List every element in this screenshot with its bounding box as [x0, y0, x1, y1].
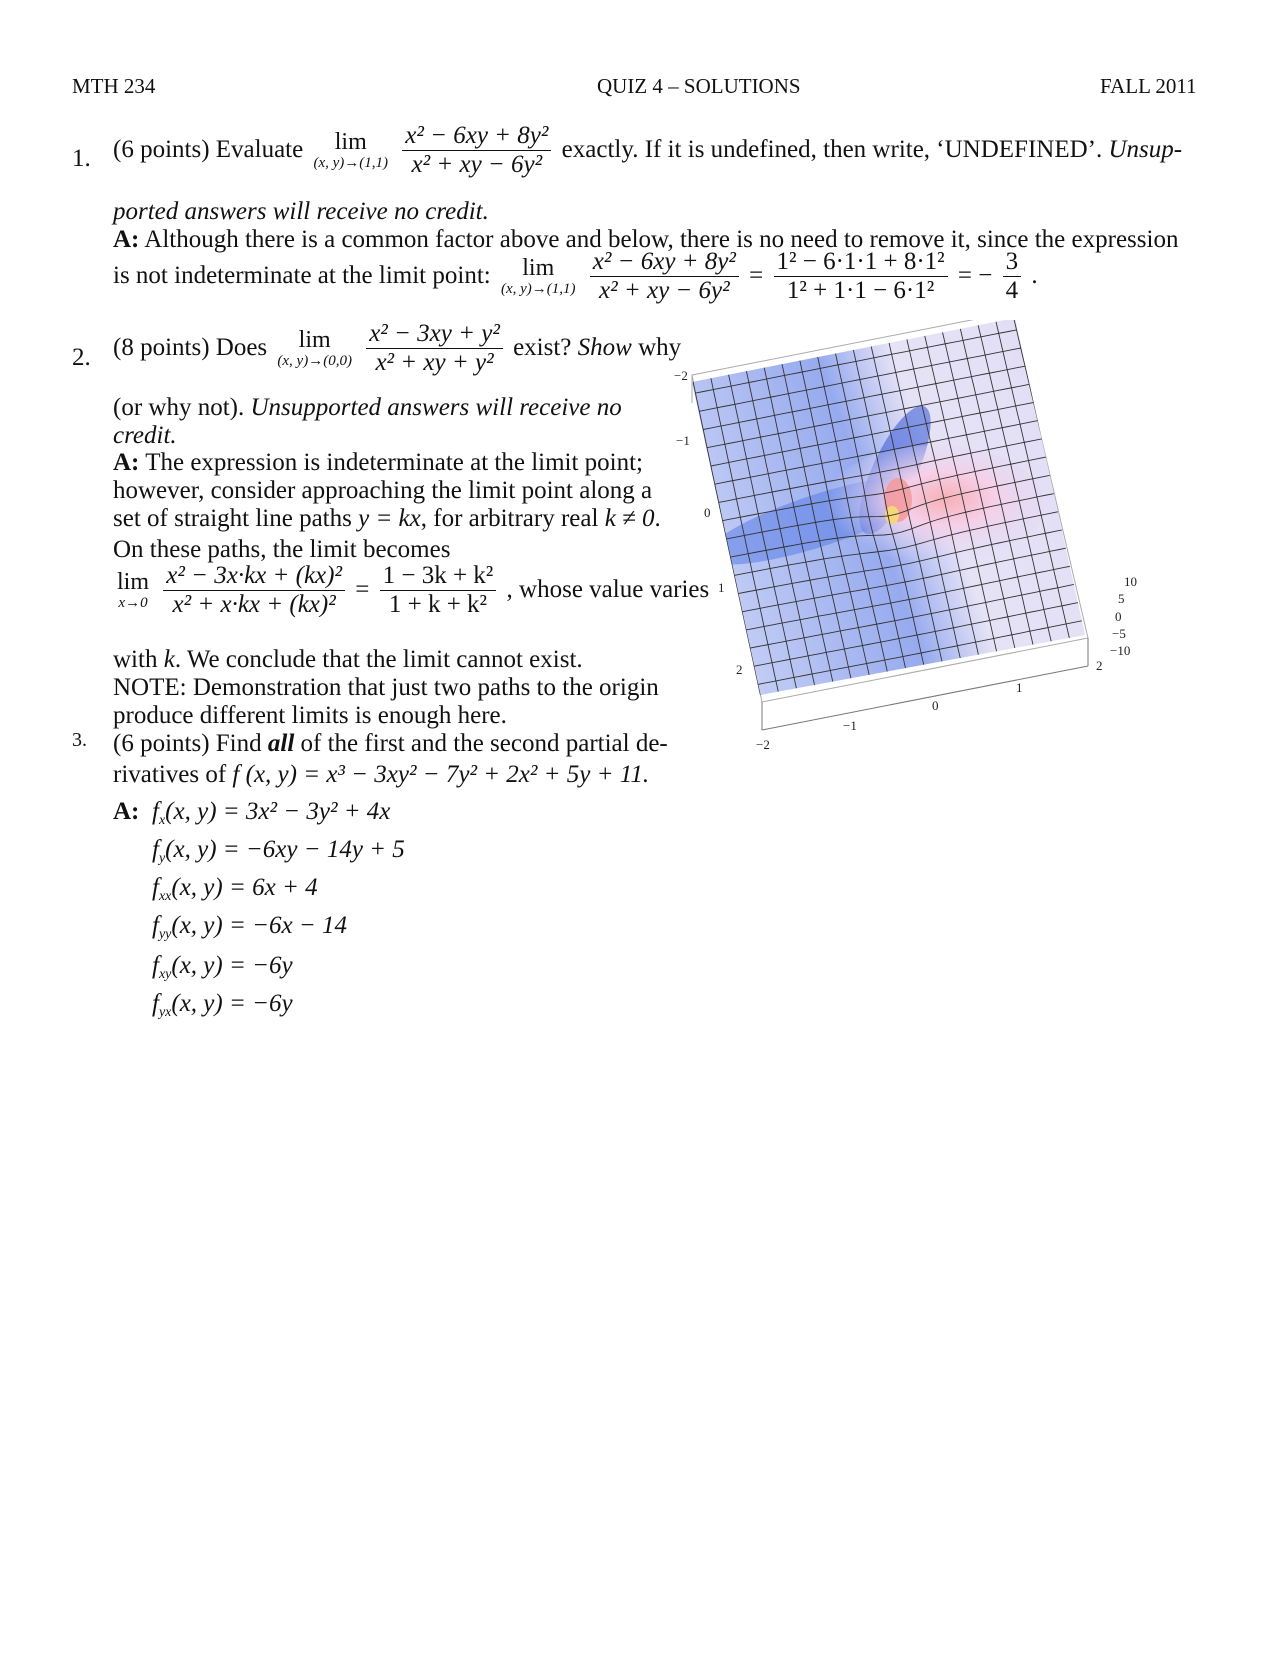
left-tick-1: −1 — [676, 433, 690, 448]
bottom-tick-3: 1 — [1016, 680, 1023, 695]
course-code: MTH 234 — [72, 74, 156, 98]
q1-statement — [113, 122, 1182, 178]
z-tick-0: 10 — [1124, 574, 1137, 589]
q2-answer-2: however, consider approaching the limit point along a — [113, 477, 653, 504]
deriv-fxx: $f_{xx}(x$, y) = 6x + 4 — [152, 874, 318, 904]
q1-answer-text: Although there is a common factor above and below, there is no need to remove it, since the expression — [144, 226, 1179, 253]
deriv-fxy: $f_{xy}(x$, y) = −6y — [152, 952, 293, 982]
bottom-tick-4: 2 — [1096, 658, 1103, 673]
left-tick-3: 1 — [718, 580, 725, 595]
q2-answer-3: set of straight line paths y = kx, for arbitrary real k ≠ 0. — [113, 505, 661, 532]
q1-after: exactly. If it is undefined, then write, ‘UNDEFINED’. — [561, 136, 1103, 163]
q1-number: 1. — [72, 145, 91, 172]
q1-limit: lim (x, y)→(1,1) — [313, 128, 389, 171]
q2-note-1: NOTE: Demonstration that just two paths to the origin — [113, 674, 659, 701]
q2-conclusion: with k. We conclude that the limit cannot exist. — [113, 646, 583, 673]
q3-line1: (6 points) Find all of the first and the second partial de- — [113, 730, 668, 757]
q2-points: (8 points) Does — [113, 334, 268, 361]
q1-fraction: $\frac{\text{x² − 6xy + 8y²}}{\text{x² + xy − 6y²}}$ — [402, 122, 551, 178]
bottom-tick-2: 0 — [932, 698, 939, 713]
q2-fraction: $\frac{\text{x² − 3xy + y²}}{\text{x² + xy + y²}}$ — [366, 320, 503, 376]
surface-plot — [660, 320, 1220, 780]
q3-line2: rivatives of f (x, y) = x³ − 3xy² − 7y² + 2x² + 5y + 11. — [113, 761, 650, 788]
deriv-fyx: $f_{yx}(x$, y) = −6y — [152, 990, 293, 1020]
q1-limit-2: lim (x, y)→(1,1) — [500, 254, 576, 297]
deriv-fyy: $f_{yy}(x$, y) = −6x − 14 — [152, 912, 347, 942]
q2-limit-2: lim x→0 — [117, 568, 150, 611]
term: FALL 2011 — [1100, 74, 1197, 98]
q1-unsupported-b: ported answers will receive no credit. — [113, 198, 489, 225]
q2-answer-1: A: The expression is indeterminate at the limit point; — [113, 449, 644, 476]
left-tick-2: 0 — [704, 505, 711, 520]
q1-answer-eq: is not indeterminate at the limit point: lim (x, y)→(1,1) $\frac{\text{x² − 6xy + 8y²}}{\text{x² + xy − 6y²}}$ = $\frac{\text{1² − 6·1·1 + 8·1²}}{\text{1² + 1·1 − 6·1²}}$ = − $\frac{3}{4}$ . — [113, 248, 1038, 304]
bottom-tick-1: −1 — [843, 718, 857, 733]
q1-fraction-substituted: $\frac{\text{1² − 6·1·1 + 8·1²}}{\text{1² + 1·1 − 6·1²}}$ — [774, 248, 948, 304]
left-tick-4: 2 — [736, 662, 743, 677]
q2-path-limit: lim x→0 $\frac{\text{x² − 3x·kx + (kx)²}}{\text{x² + x·kx + (kx)²}}$ = $\frac{\text{1 − 3k + k²}}{\text{1 + k + k²}}$ , whose value varies — [117, 562, 710, 618]
q3-number: 3. — [72, 729, 87, 751]
q1-result: $\frac{3}{4}$ — [1003, 248, 1022, 304]
z-tick-3: −5 — [1112, 626, 1126, 641]
q2-fraction-k: $\frac{\text{1 − 3k + k²}}{\text{1 + k + k²}}$ — [380, 562, 497, 618]
z-tick-1: 5 — [1118, 591, 1125, 606]
q2-number: 2. — [72, 344, 91, 371]
q2-why: why — [638, 334, 682, 361]
z-tick-4: −10 — [1110, 643, 1131, 658]
left-tick-0: −2 — [674, 368, 688, 383]
page-title: QUIZ 4 – SOLUTIONS — [597, 74, 801, 98]
q1-answer-label: A: — [113, 226, 140, 253]
deriv-fy: $f_y(x$, y) = −6xy − 14y + 5 — [152, 836, 405, 866]
q1-answer-text2: is not indeterminate at the limit point: — [113, 262, 491, 289]
q2-line2: (or why not). Unsupported answers will receive no — [113, 394, 622, 421]
q2-note-2: produce different limits is enough here. — [113, 702, 507, 729]
q2-varies: , whose value varies — [506, 576, 710, 603]
q2-line3: credit. — [113, 422, 177, 449]
q2-limit: lim (x, y)→(0,0) — [277, 326, 352, 369]
deriv-fx: $f_x(x$, y) = 3x² − 3y² + 4x — [152, 798, 391, 828]
q1-points: (6 points) Evaluate — [113, 136, 304, 163]
bottom-tick-0: −2 — [756, 737, 770, 752]
q2-exist: exist? — [513, 334, 572, 361]
q2-show: Show — [577, 334, 632, 361]
q1-unsupported-a: Unsup- — [1108, 136, 1183, 163]
q2-answer-4: On these paths, the limit becomes — [113, 536, 451, 563]
z-tick-2: 0 — [1115, 609, 1122, 624]
q3-answer-label: A: — [113, 798, 140, 825]
q2-fraction-path: $\frac{\text{x² − 3x·kx + (kx)²}}{\text{x² + x·kx + (kx)²}}$ — [163, 562, 345, 618]
q1-fraction-2: $\frac{\text{x² − 6xy + 8y²}}{\text{x² + xy − 6y²}}$ — [590, 248, 739, 304]
z-axis — [1110, 574, 1137, 658]
q2-statement — [113, 320, 681, 376]
